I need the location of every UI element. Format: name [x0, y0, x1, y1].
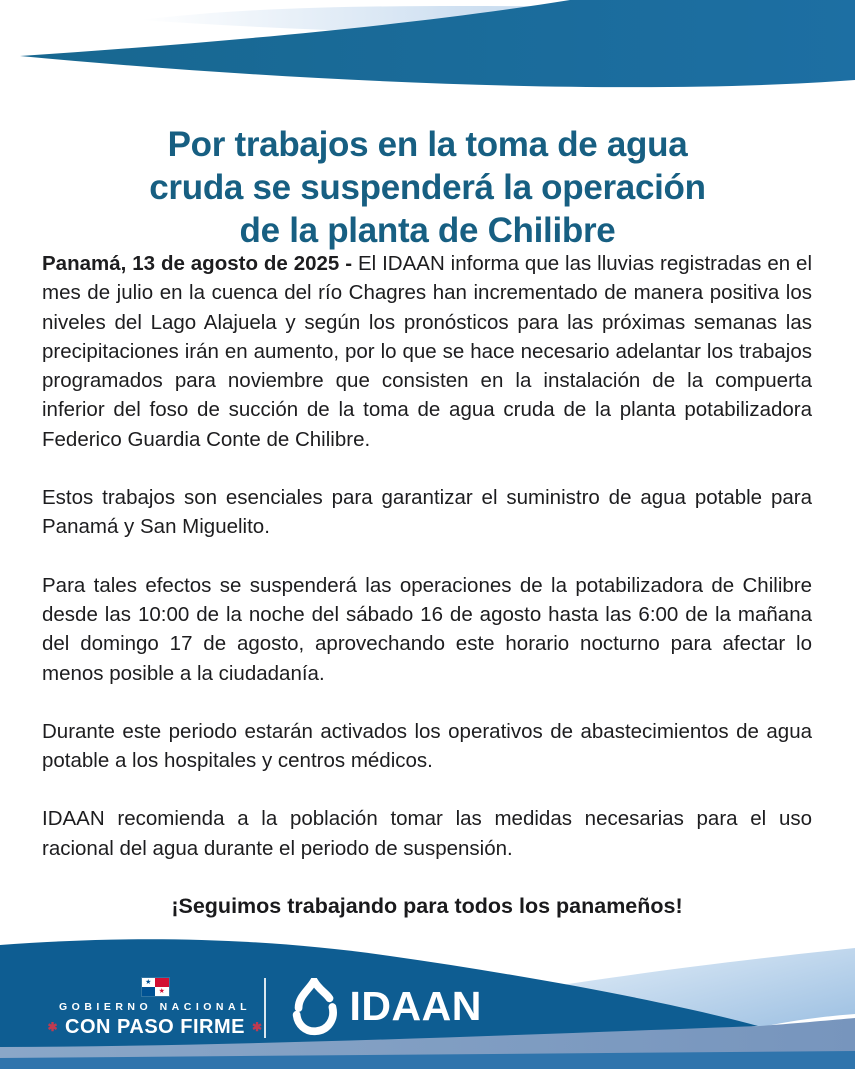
flag-blue-star: ★ — [142, 978, 156, 987]
government-logo — [47, 978, 263, 1039]
idaan-wordmark: IDAAN — [349, 982, 482, 1029]
body-copy — [42, 249, 812, 921]
closing-slogan: ¡Seguimos trabajando para todos los panameños! — [171, 894, 683, 919]
government-label-bottom — [47, 1016, 262, 1039]
paragraph-4: Durante este periodo estarán activados los operativos de abastecimientos de agua potable a los hospitales y centros médicos. — [42, 719, 812, 773]
footer-divider — [264, 978, 266, 1038]
paragraph-5: IDAAN recomienda a la población tomar las medidas necesarias para el uso racional del agua durante el periodo de suspensión. — [42, 807, 812, 860]
footer-logos — [47, 970, 482, 1046]
title-line-3: de la planta de Chilibre — [239, 211, 616, 251]
paragraph-2: Estos trabajos son esenciales para garantizar el suministro de agua potable para Panamá y San Miguelito. — [42, 486, 812, 539]
flag-red-quadrant — [155, 978, 169, 987]
panama-flag-icon — [142, 978, 169, 996]
paragraph-3: Para tales efectos se suspenderá las operaciones de la potabilizadora de Chilibre desde las 10:00 de la noche del sábado 16 de agosto hasta las 6:00 de la mañana del domingo 17 de agosto, aprovechando este horario nocturno para afectar lo menos posible a la ciudadanía. — [42, 573, 812, 685]
dateline: Panamá, 13 de agosto de 2025 - — [42, 252, 353, 275]
header-wave-graphic — [0, 0, 855, 100]
government-label-top: GOBIERNO NACIONAL — [59, 1000, 251, 1013]
star-icon: ✱ — [251, 1020, 263, 1034]
paragraph-1-text: El IDAAN informa que las lluvias registradas en el mes de julio en la cuenca del río Chagres han incrementado de manera positiva los niveles del Lago Alajuela y según los pronósticos para las próximas semanas las precipitaciones irán en aumento, por lo que se hace necesario adelantar los trabajos programados para noviembre que consisten en la instalación de la compuerta inferior del foso de succión de la toma de agua cruda de la planta potabilizadora Federico Guardia Conte de Chilibre. — [42, 252, 813, 451]
star-icon: ✱ — [47, 1020, 59, 1034]
page-title — [0, 123, 855, 252]
title-line-2: cruda se suspenderá la operación — [149, 168, 706, 208]
idaan-logo — [286, 978, 482, 1038]
water-drop-icon — [286, 978, 344, 1038]
flag-blue-quadrant — [142, 987, 156, 996]
title-line-1: Por trabajos en la toma de agua — [167, 125, 688, 165]
flag-red-star: ★ — [155, 987, 169, 996]
government-slogan-text: CON PASO FIRME — [65, 1015, 245, 1038]
footer — [0, 930, 855, 1069]
paragraph-1 — [42, 249, 812, 454]
